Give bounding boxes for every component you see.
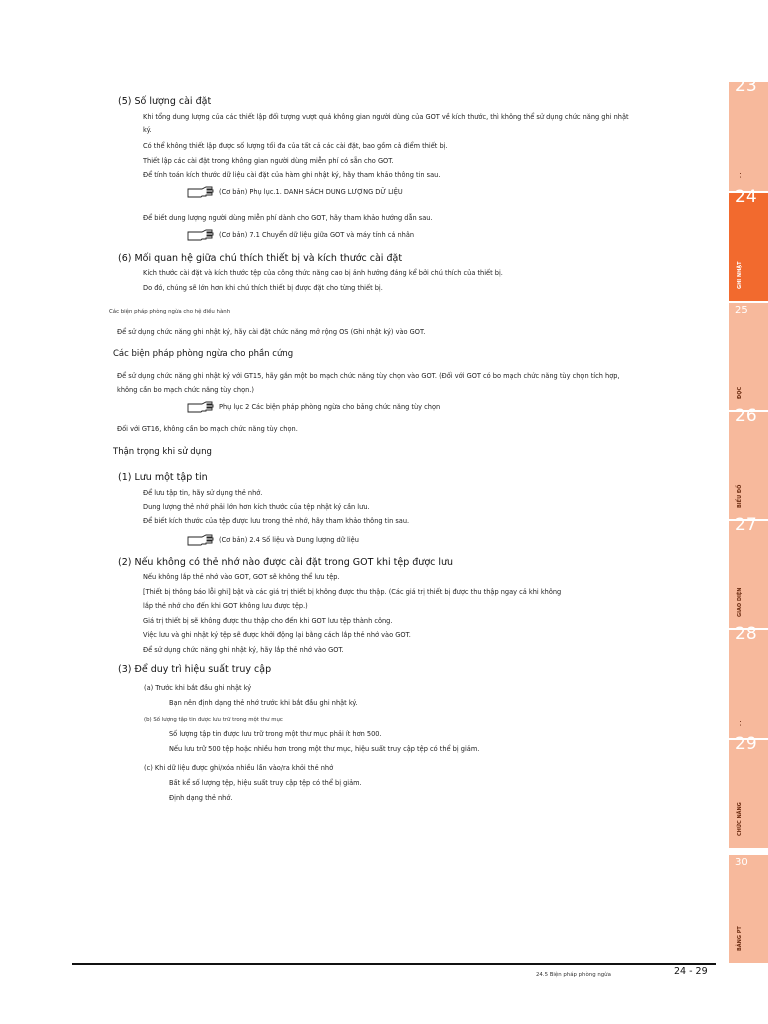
caution-paragraph: Nếu lưu trữ 500 tệp hoặc nhiều hơn trong một thư mục, hiệu suất truy cập tệp có thể bị giảm. xyxy=(169,745,480,753)
reference-link[interactable] xyxy=(187,534,359,546)
page-number: 24 - 29 xyxy=(674,966,708,977)
caution-2-heading: (2) Nếu không có thẻ nhớ nào được cài đặt trong GOT khi tệp được lưu xyxy=(118,557,454,568)
section-5-paragraph: Để biết dung lượng người dùng miễn phí dành cho GOT, hãy tham khảo hướng dẫn sau. xyxy=(143,214,433,222)
caution-paragraph: Để lưu tập tin, hãy sử dụng thẻ nhớ. xyxy=(143,489,263,497)
caution-paragraph: lắp thẻ nhớ cho đến khi GOT không lưu được tệp.) xyxy=(143,602,308,610)
side-tab-number: 23 xyxy=(735,76,757,96)
side-tab-24[interactable] xyxy=(729,187,768,301)
section-5-paragraph: Khi tổng dung lượng của các thiết lập đối tượng vượt quá không gian người dùng của GOT về kích thước, thì không thể sử dụng chức năng ghi nhật xyxy=(143,113,629,121)
hardware-paragraph: không cần bo mạch chức năng tùy chọn.) xyxy=(117,386,254,394)
caution-paragraph: Giá trị thiết bị sẽ không được thu thập cho đến khi GOT lưu tệp thành công. xyxy=(143,617,393,625)
caution-subheading: (b) Số lượng tập tin được lưu trữ trong một thư mục xyxy=(144,717,283,723)
side-tab-label: CHỨC NĂNG xyxy=(737,802,743,836)
side-tab-label: GHI NHẬT xyxy=(737,261,743,289)
side-tab-number: 26 xyxy=(735,406,757,426)
caution-1-heading: (1) Lưu một tập tin xyxy=(118,472,208,483)
caution-paragraph: Số lượng tập tin được lưu trữ trong một thư mục phải ít hơn 500. xyxy=(169,730,382,738)
os-paragraph: Để sử dụng chức năng ghi nhật ký, hãy cài đặt chức năng mở rộng OS (Ghi nhật ký) vào GOT. xyxy=(117,328,426,336)
reference-text: (Cơ bản) 2.4 Số liệu và Dung lượng dữ liệu xyxy=(219,536,359,544)
caution-paragraph: [Thiết bị thông báo lỗi ghi] bật và các giá trị thiết bị không được thu thập. (Các giá trị thiết bị được thu thập ngay cả khi không xyxy=(143,588,562,596)
caution-paragraph: Bất kể số lượng tệp, hiệu suất truy cập tệp có thể bị giảm. xyxy=(169,779,362,787)
side-tab-number: 24 xyxy=(735,187,757,207)
side-tab-27[interactable] xyxy=(729,515,768,628)
section-6-paragraph: Kích thước cài đặt và kích thước tệp của công thức năng cao bị ảnh hưởng đáng kể bởi chú thích của thiết bị. xyxy=(143,269,503,277)
reference-text: (Cơ bản) Phụ lục.1. DANH SÁCH DUNG LƯỢNG DỮ LIỆU xyxy=(219,188,403,196)
side-tab-number: 30 xyxy=(735,857,748,868)
caution-3-heading: (3) Để duy trì hiệu suất truy cập xyxy=(118,664,272,675)
caution-paragraph: Để biết kích thước của tệp được lưu trong thẻ nhớ, hãy tham khảo thông tin sau. xyxy=(143,517,410,525)
side-tab-28[interactable] xyxy=(729,624,768,738)
side-tab-26[interactable] xyxy=(729,406,768,519)
caution-paragraph: Việc lưu và ghi nhật ký tệp sẽ được khởi động lại bằng cách lắp thẻ nhớ vào GOT. xyxy=(143,631,411,639)
reference-text: (Cơ bản) 7.1 Chuyển dữ liệu giữa GOT và máy tính cá nhân xyxy=(219,231,415,239)
reference-text: Phụ lục 2 Các biện pháp phòng ngừa cho bảng chức năng tùy chọn xyxy=(219,403,441,411)
caution-paragraph: Để sử dụng chức năng ghi nhật ký, hãy lắp thẻ nhớ vào GOT. xyxy=(143,646,344,654)
side-tab-label: ĐỌC xyxy=(737,386,743,399)
caution-paragraph: Định dạng thẻ nhớ. xyxy=(169,794,233,802)
caution-paragraph: Dung lượng thẻ nhớ phải lớn hơn kích thước của tệp nhật ký cần lưu. xyxy=(143,503,370,511)
section-5-paragraph: Để tính toán kích thước dữ liệu cài đặt của hàm ghi nhật ký, hãy tham khảo thông tin sau. xyxy=(143,171,441,179)
section-5-paragraph: Thiết lập các cài đặt trong không gian người dùng miễn phí có sẵn cho GOT. xyxy=(143,157,394,165)
reference-link[interactable] xyxy=(187,401,440,413)
caution-paragraph: Nếu không lắp thẻ nhớ vào GOT, GOT sẽ không thể lưu tệp. xyxy=(143,573,340,581)
hardware-paragraph: Đối với GT16, không cần bo mạch chức năng tùy chọn. xyxy=(117,425,298,433)
side-tab-label: . . xyxy=(737,172,743,178)
pointing-hand-icon xyxy=(187,401,215,413)
pointing-hand-icon xyxy=(187,186,215,198)
side-tab-29[interactable] xyxy=(729,734,768,848)
side-tab-label: . . xyxy=(737,720,743,726)
footer-rule xyxy=(72,963,716,965)
side-tab-30[interactable] xyxy=(729,855,768,963)
side-tab-label: BẢNG PT xyxy=(737,926,743,951)
reference-link[interactable] xyxy=(187,186,403,198)
pointing-hand-icon xyxy=(187,534,215,546)
side-tab-number: 27 xyxy=(735,515,757,535)
side-tab-label: BIỂU ĐỒ xyxy=(737,484,743,508)
caution-paragraph: Bạn nên định dạng thẻ nhớ trước khi bắt đầu ghi nhật ký. xyxy=(169,699,358,707)
pointing-hand-icon xyxy=(187,229,215,241)
reference-link[interactable] xyxy=(187,229,414,241)
side-tab-number: 25 xyxy=(735,305,748,316)
os-precautions-heading: Các biện pháp phòng ngừa cho hệ điều hành xyxy=(109,309,231,315)
section-5-heading: (5) Số lượng cài đặt xyxy=(118,96,212,107)
hardware-paragraph: Để sử dụng chức năng ghi nhật ký với GT15, hãy gắn một bo mạch chức năng tùy chọn vào GOT. (Đối với GOT có bo mạch chức năng tùy chọn tích hợp, xyxy=(117,372,620,380)
side-tab-number: 29 xyxy=(735,734,757,754)
section-6-heading: (6) Mối quan hệ giữa chú thích thiết bị và kích thước cài đặt xyxy=(118,253,403,264)
section-5-paragraph: Có thể không thiết lập được số lượng tối đa của tất cả các cài đặt, bao gồm cả điểm thiết bị. xyxy=(143,142,448,150)
caution-subheading: (a) Trước khi bắt đầu ghi nhật ký xyxy=(144,684,252,692)
section-5-paragraph: ký. xyxy=(143,126,152,134)
side-tab-23[interactable] xyxy=(729,76,768,191)
side-tab-25[interactable] xyxy=(729,303,768,410)
footer-section-title: 24.5 Biện pháp phòng ngừa xyxy=(536,972,611,978)
side-tab-label: GIAO DIỆN xyxy=(737,587,743,617)
caution-subheading: (c) Khi dữ liệu được ghi/xóa nhiều lần vào/ra khỏi thẻ nhớ xyxy=(144,764,334,772)
side-tab-number: 28 xyxy=(735,624,757,644)
hardware-precautions-heading: Các biện pháp phòng ngừa cho phần cứng xyxy=(113,349,294,359)
section-6-paragraph: Do đó, chúng sẽ lớn hơn khi chú thích thiết bị được đặt cho từng thiết bị. xyxy=(143,284,383,292)
cautions-heading: Thận trọng khi sử dụng xyxy=(113,447,212,457)
